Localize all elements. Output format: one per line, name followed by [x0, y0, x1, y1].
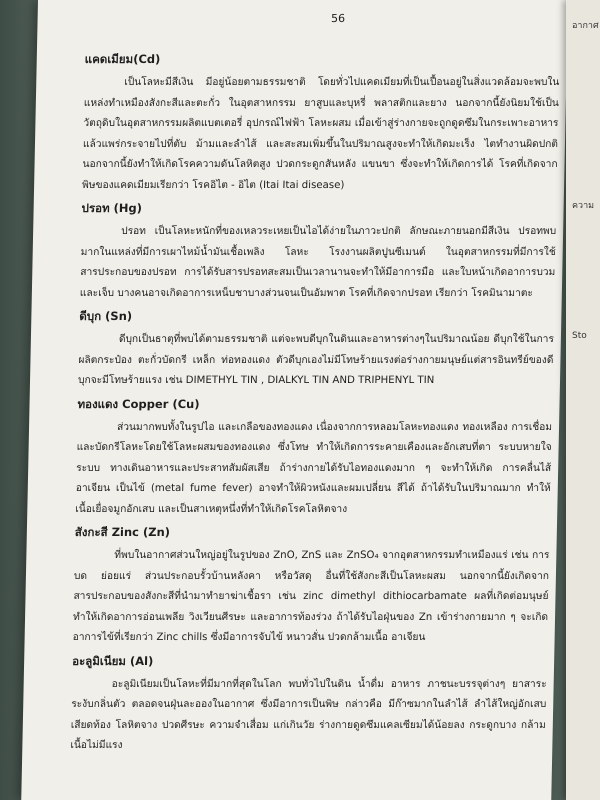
neighbor-text-top: อากาศ: [572, 21, 599, 31]
section-copper: [75, 396, 553, 521]
book-page: [21, 0, 568, 800]
neighbor-text-low: Sto: [572, 331, 587, 341]
section-body: ปรอท เป็นโลหะหนักที่ของเหลวระเหยเป็นไอได้ง่ายในภาวะปกติ ลักษณะภายนอกมีสีเงิน ปรอทพบมากในแหล่งที่มีการเผาไหม้น้ำมันเชื้อเพลิง โลหะ โรงงานผลิตปูนซีเมนต์ ในอุตสาหกรรมที่มีการใช้สารประกอบของปรอท การได้รับสารปรอทสะสมเป็นเวลานานจะทำให้มีอาการมือ และใบหน้าเกิดอาการบวมและเจ็บ บางคนอาจเกิดอาการเหน็บชาบางส่วนจนเป็นอัมพาต โรคที่เกิดจากปรอท เรียกว่า โรคมินามาตะ: [79, 226, 557, 299]
section-body: ดีบุกเป็นธาตุที่พบได้ตามธรรมชาติ แต่จะพบดีบุกในดินและอาหารต่างๆในปริมาณน้อย ดีบุกใช้ในการผลิตกระป๋อง ตะกั่วบัดกรี เหล็ก ท่อทองแดง ตัวดีบุกเองไม่มีโทษร้ายแรงต่อร่างกายมนุษย์แต่สารอินทรีย์ของดีบุกจะมีโทษร้ายแรง เช่น DIMETHYL TIN , DIALKYL TIN AND TRIPHENYL TIN: [77, 334, 555, 386]
section-heading: อะลูมิเนียม (Al): [72, 653, 154, 668]
section-heading: ทองแดง Copper (Cu): [77, 396, 200, 411]
page-content: [70, 12, 561, 761]
section-heading: ปรอท (Hg): [81, 201, 143, 215]
section-body: เป็นโลหะมีสีเงิน มีอยู่น้อยตามธรรมชาติ โดยทั่วไปแคดเมียมที่เป็นเปื้อนอยู่ในสิ่งแวดล้อมจะพบในแหล่งทำเหมืองสังกะสีและตะกั่ว ในอุตสาหกรรม ยาสูบและบุหรี่ พลาสติกและยาง นอกจากนี้ยังนิยมใช้เป็นวัตถุดิบในอุตสาหกรรมผลิตแบตเตอรี่ อุปกรณ์ไฟฟ้า โลหะผสม เมื่อเข้าสู่ร่างกายจะถูกดูดซึมในกระเพาะอาหาร แล้วแพร่กระจายไปที่ตับ ม้ามและลำไส้ และสะสมเพิ่มขึ้นในปริมาณสูงจะทำให้เกิดมะเร็ง ไตทำงานผิดปกตินอกจากนี้ยังทำให้เกิดโรคความดันโลหิตสูง ปวดกระดูกสันหลัง แขนขา ซึ่งจะทำให้เกิดการได้ โรคที่เกิดจากพิษของแคดเมียมเรียกว่า โรคอิไต - อิไต (Itai Itai disease): [82, 77, 560, 191]
neighbor-page-edge: [566, 0, 600, 800]
section-mercury: [80, 200, 557, 304]
section-heading: สังกะสี Zinc (Zn): [74, 525, 171, 539]
neighbor-text-mid: ความ: [572, 201, 595, 211]
section-body: ที่พบในอากาศส่วนใหญ่อยู่ในรูปของ ZnO, ZnS และ ZnSO₄ จากอุตสาหกรรมทำเหมืองแร่ เช่น การบด ย่อยแร่ ส่วนประกอบรั้วบ้านหลังคา หรือวัสดุ อื่นที่ใช้สังกะสีเป็นโลหะผสม นอกจากนี้ยังเกิดจากสารประกอบของสังกะสีที่นำมาทำยาฆ่าเชื้อรา เช่น zinc dimethyl dithiocarbamate ผลที่เกิดต่อมนุษย์ทำให้เกิดอาการอ่อนเพลีย วิงเวียนศีรษะ และอาการท้องร่วง ถ้าได้รับไอฝุ่นของ Zn เข้าร่างกายมาก ๆ จะเกิดอาการไข้ที่เรียกว่า Zinc chills ซึ่งมีอาการจับไข้ หนาวสั่น ปวดกล้ามเนื้อ อาเจียน: [72, 550, 550, 643]
section-body: ส่วนมากพบทั้งในรูปไอ และเกลือของทองแดง เนื่องจากการหลอมโลหะทองแดง ทองเหลือง การเชื่อมและบัดกรีโลหะโดยใช้โลหะผสมของทองแดง ซึ่งโทษ ทำให้เกิดการระคายเคืองและอักเสบที่ตา ระบบหายใจระบบ ทางเดินอาหารและประสาทสัมผัสเสีย ถ้าร่างกายได้รับไอทองแดงมาก ๆ จะทำให้เกิด การคลื่นไส้อาเจียน เป็นไข้ (metal fume fever) อาจทำให้ผิวหนังและผมเปลี่ยน สีได้ ถ้าได้รับในปริมาณมาก ทำให้เนื้อเยื่อจมูกอักเสบ และเป็นสาเหตุหนึ่งที่ทำให้เกิดโรคโลหิตจาง: [75, 421, 553, 515]
section-heading: แคดเมียม(Cd): [84, 52, 161, 66]
page-number: 56: [330, 12, 346, 25]
section-zinc: [72, 524, 550, 649]
section-aluminium: [70, 653, 547, 757]
section-tin: [78, 308, 555, 392]
section-cadmium: [82, 51, 560, 196]
section-body: อะลูมิเนียมเป็นโลหะที่มีมากที่สุดในโลก พบทั่วไปในดิน น้ำดื่ม อาหาร ภาชนะบรรจุต่างๆ ยาสาระระงับกลิ่นตัว ตลอดจนฝุ่นละอองในอากาศ ซึ่งมีอาการเป็นพิษ กล่าวคือ มีก๊าซมากในลำไส้ ลำไส้ใหญ่อักเสบ เสียดท้อง โลหิตจาง ปวดศีรษะ ความจำเสื่อม แก่เกินวัย ร่างกายดูดซึมแคลเซียมได้น้อยลง กระดูกบาง กล้ามเนื้อไม่มีแรง: [70, 678, 547, 751]
section-heading: ดีบุก (Sn): [79, 309, 133, 323]
